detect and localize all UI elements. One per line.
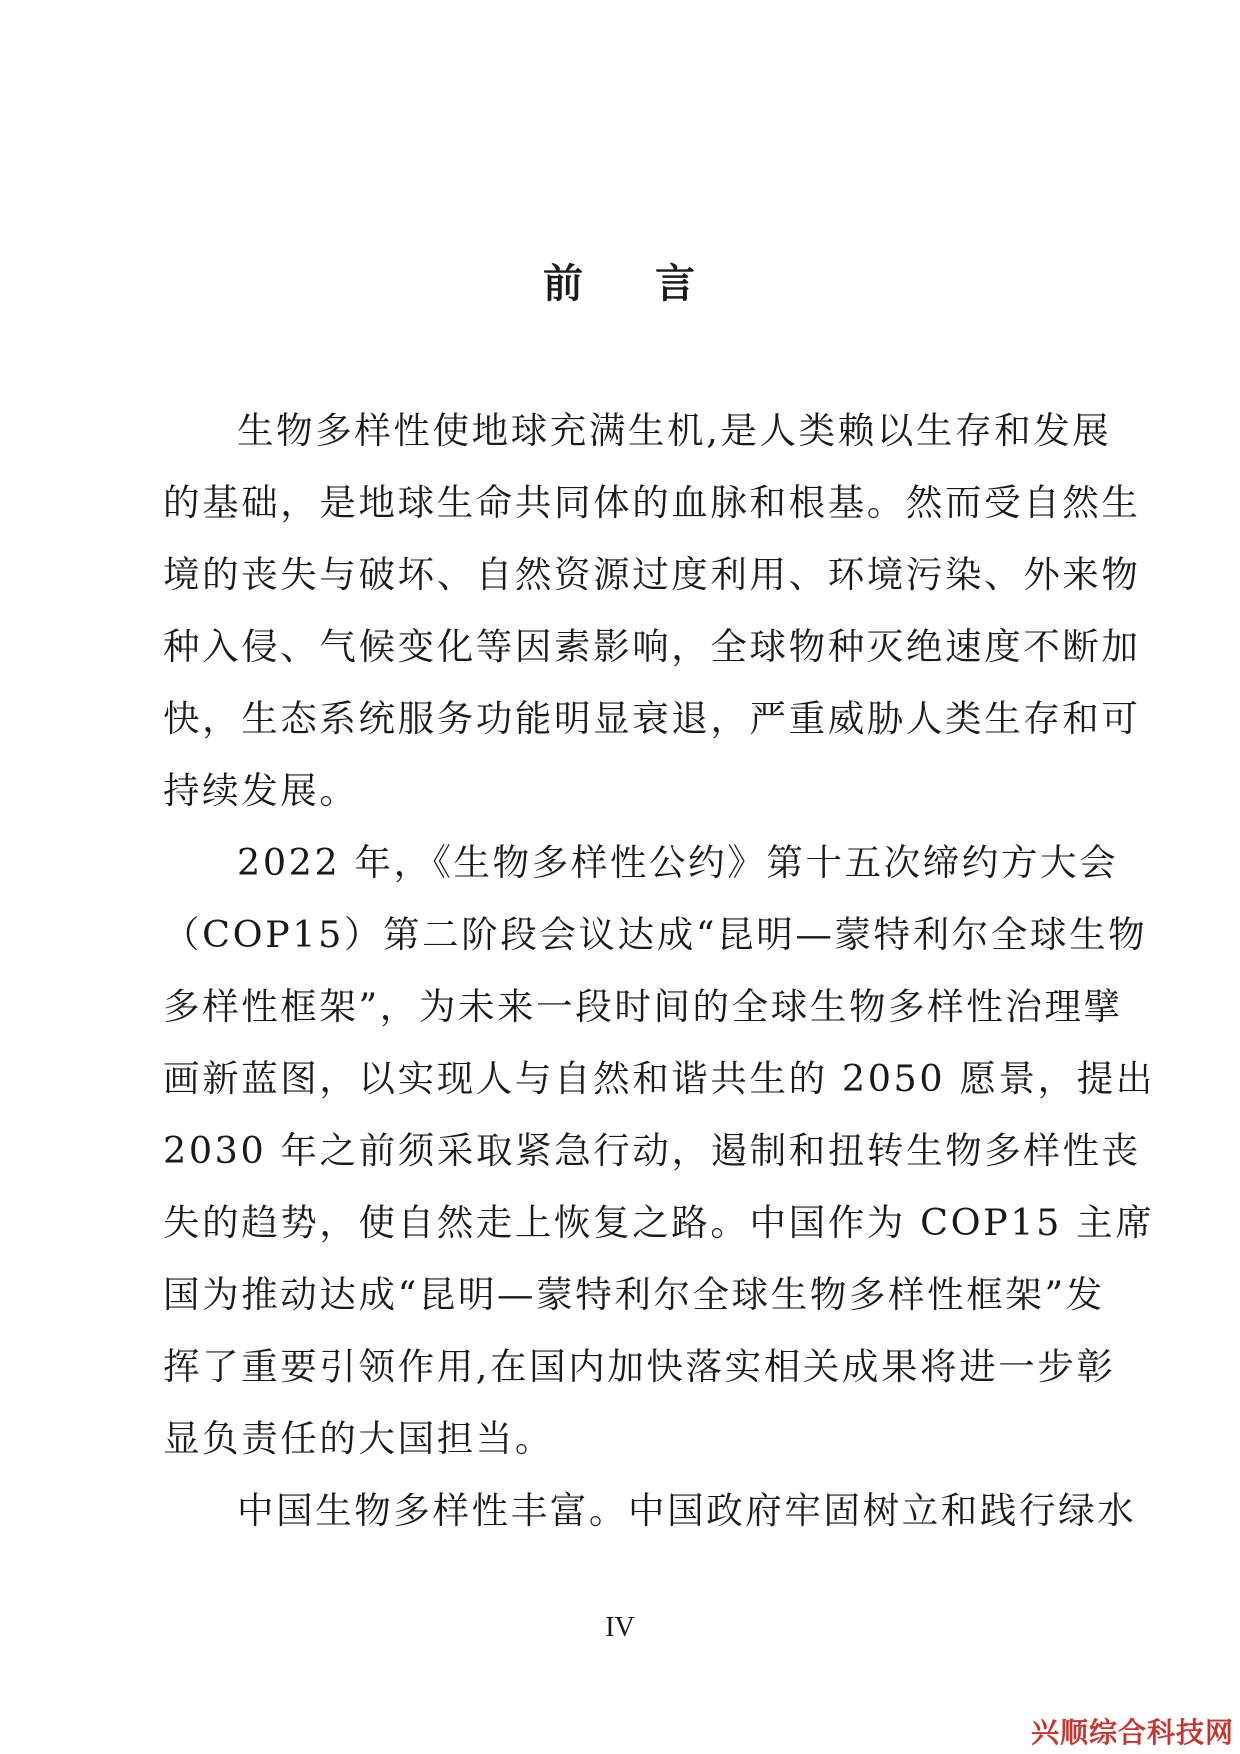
text-line: 2022 年，《生物多样性公约》第十五次缔约方大会: [237, 841, 1119, 884]
title-char-1: 前: [543, 261, 585, 307]
text-line: 中国生物多样性丰富。中国政府牢固树立和践行绿水: [237, 1489, 1137, 1532]
page-title: [0, 252, 1240, 309]
text-line: 国为推动达成“昆明—蒙特利尔全球生物多样性框架”发: [163, 1273, 1105, 1316]
title-char-2: 言: [655, 261, 697, 307]
text-line: 的基础，是地球生命共同体的血脉和根基。然而受自然生: [163, 481, 1141, 524]
body-text: [163, 395, 1155, 1547]
paragraph-3: [163, 1475, 1137, 1547]
text-line: 画新蓝图，以实现人与自然和谐共生的 2050 愿景，提出: [163, 1057, 1155, 1100]
text-line: （COP15）第二阶段会议达成“昆明—蒙特利尔全球生物: [163, 913, 1148, 956]
watermark: 兴顺综合科技网: [1024, 1712, 1234, 1754]
text-line: 境的丧失与破坏、自然资源过度利用、环境污染、外来物: [163, 553, 1141, 596]
text-line: 持续发展。: [163, 769, 359, 812]
paragraph-2: [163, 827, 1155, 1475]
text-line: 种入侵、气候变化等因素影响，全球物种灭绝速度不断加: [163, 625, 1141, 668]
paragraph-1: [163, 395, 1141, 827]
text-line: 生物多样性使地球充满生机,是人类赖以生存和发展: [237, 409, 1112, 452]
text-line: 显负责任的大国担当。: [163, 1417, 554, 1460]
text-line: 2030 年之前须采取紧急行动，遏制和扭转生物多样性丧: [163, 1129, 1141, 1172]
text-line: 多样性框架”，为未来一段时间的全球生物多样性治理擘: [163, 985, 1123, 1028]
page-number: IV: [605, 1612, 635, 1643]
text-line: 快，生态系统服务功能明显衰退，严重威胁人类生存和可: [163, 697, 1141, 740]
text-line: 挥了重要引领作用,在国内加快落实相关成果将进一步彰: [163, 1345, 1116, 1388]
text-line: 失的趋势，使自然走上恢复之路。中国作为 COP15 主席: [163, 1201, 1155, 1244]
